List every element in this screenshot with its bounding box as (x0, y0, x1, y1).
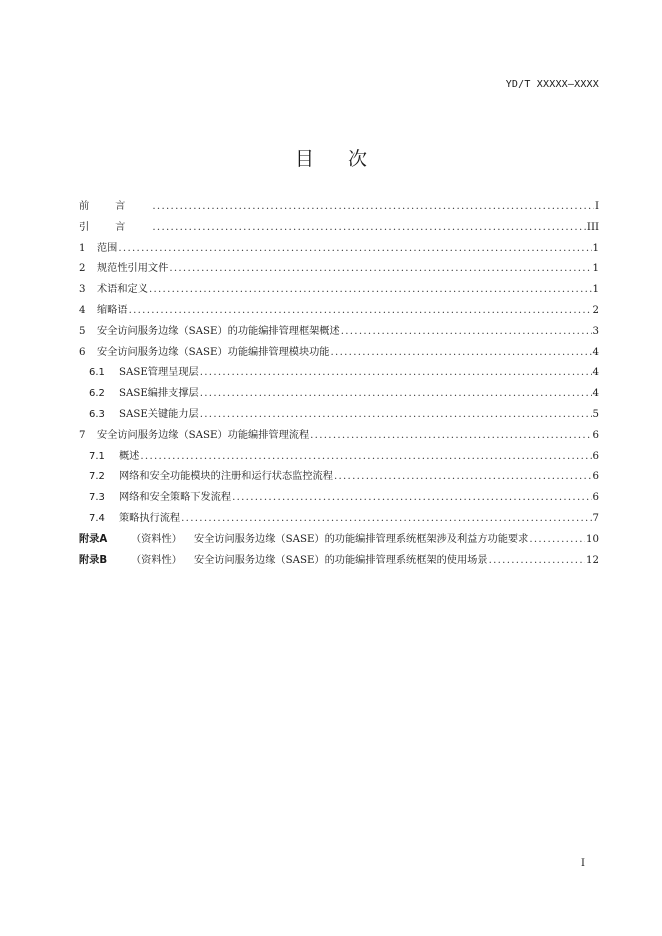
toc-entry-number: 6.2 (89, 388, 105, 400)
toc-entry-page: 4 (592, 367, 599, 379)
toc-entry-7-4[interactable] (79, 509, 599, 530)
toc-entry-label: 安全访问服务边缘（SASE）功能编排管理流程 (97, 429, 310, 441)
toc-dot-leader (341, 326, 592, 337)
toc-dot-leader (200, 409, 592, 420)
toc-entry-label: SASE关键能力层 (119, 408, 199, 420)
toc-entry-label: 安全访问服务边缘（SASE）的功能编排管理框架概述 (97, 325, 340, 337)
toc-entry-label: 安全访问服务边缘（SASE）的功能编排管理系统框架涉及利益方功能要求 (193, 533, 529, 545)
toc-entry-annex-type: （资料性） (131, 554, 182, 566)
toc-entry-label: 安全访问服务边缘（SASE）的功能编排管理系统框架的使用场景 (193, 554, 488, 566)
table-of-contents (79, 197, 599, 571)
toc-entry-label: 规范性引用文件 (97, 263, 169, 275)
toc-dot-leader (232, 492, 591, 503)
toc-entry-number: 6.3 (89, 408, 105, 420)
toc-dot-leader (140, 451, 591, 462)
toc-entry-6-2[interactable] (79, 384, 599, 405)
toc-entry-page: 6 (592, 450, 599, 462)
toc-dot-leader (169, 263, 591, 274)
toc-entry-page: 4 (592, 388, 599, 400)
toc-dot-leader (181, 513, 591, 524)
toc-dot-leader (334, 471, 592, 482)
toc-entry-number: 6.1 (89, 367, 105, 379)
toc-entry-7-2[interactable] (79, 467, 599, 488)
toc-entry-6-1[interactable] (79, 363, 599, 384)
toc-entry-number: 2 (79, 263, 86, 275)
toc-entry-7[interactable] (79, 426, 599, 447)
toc-entry-3[interactable] (79, 280, 599, 301)
toc-entry-page: 1 (592, 284, 599, 296)
toc-dot-leader (152, 201, 594, 212)
toc-entry-label: 概述 (119, 450, 140, 462)
toc-dot-leader (200, 388, 592, 399)
toc-entry-page: 3 (592, 325, 599, 337)
toc-entry-page: 6 (592, 492, 599, 504)
toc-entry-number: 6 (79, 346, 86, 358)
toc-entry-introduction[interactable] (79, 218, 599, 239)
toc-entry-page: 4 (592, 346, 599, 358)
toc-entry-page: 7 (592, 512, 599, 524)
toc-entry-page: 10 (586, 533, 599, 545)
toc-entry-number: 7.3 (89, 492, 105, 504)
toc-entry-page: III (586, 221, 599, 233)
toc-entry-label: 安全访问服务边缘（SASE）功能编排管理模块功能 (97, 346, 330, 358)
toc-entry-number: 7 (79, 429, 86, 441)
toc-entry-number: 7.2 (89, 471, 105, 483)
toc-dot-leader (310, 430, 591, 441)
toc-entry-6[interactable] (79, 343, 599, 364)
toc-entry-2[interactable] (79, 259, 599, 280)
toc-entry-label: 策略执行流程 (119, 512, 181, 524)
toc-entry-number: 1 (79, 242, 86, 254)
toc-entry-number: 4 (79, 304, 86, 316)
toc-entry-number: 附录A (79, 533, 108, 545)
toc-entry-label: 缩略语 (97, 304, 128, 316)
toc-entry-number: 5 (79, 325, 86, 337)
toc-entry-foreword[interactable] (79, 197, 599, 218)
toc-entry-page: 1 (592, 263, 599, 275)
toc-entry-page: 1 (592, 242, 599, 254)
toc-entry-number: 7.1 (89, 450, 105, 462)
toc-entry-4[interactable] (79, 301, 599, 322)
toc-title: 目次 (294, 148, 401, 170)
toc-entry-page: I (594, 201, 599, 212)
toc-entry-6-3[interactable] (79, 405, 599, 426)
toc-entry-annex-b[interactable] (79, 551, 599, 572)
toc-entry-label: 网络和安全策略下发流程 (119, 492, 232, 504)
toc-entry-page: 5 (592, 408, 599, 420)
toc-dot-leader (529, 534, 585, 545)
toc-entry-number: 3 (79, 284, 86, 296)
toc-entry-7-1[interactable] (79, 447, 599, 468)
toc-entry-page: 2 (592, 304, 599, 316)
toc-entry-label: SASE管理呈现层 (119, 367, 199, 379)
toc-entry-label: 术语和定义 (97, 284, 148, 296)
toc-dot-leader (200, 367, 592, 378)
toc-entry-label: 范围 (97, 242, 118, 254)
toc-entry-7-3[interactable] (79, 488, 599, 509)
page-number: I (581, 858, 585, 869)
toc-entry-label: 引言 (79, 221, 152, 233)
toc-dot-leader (129, 305, 592, 316)
toc-entry-label: 前言 (79, 201, 152, 212)
toc-entry-1[interactable] (79, 239, 599, 260)
toc-entry-label: SASE编排支撑层 (119, 388, 199, 400)
toc-entry-page: 6 (592, 429, 599, 441)
toc-entry-page: 6 (592, 471, 599, 483)
toc-entry-number: 7.4 (89, 512, 105, 524)
document-code: YD/T XXXXX—XXXX (505, 79, 599, 90)
toc-dot-leader (118, 243, 591, 254)
toc-entry-label: 网络和安全功能模块的注册和运行状态监控流程 (119, 471, 333, 483)
toc-entry-page: 12 (586, 554, 599, 566)
toc-entry-annex-type: （资料性） (131, 533, 182, 545)
toc-dot-leader (152, 222, 586, 233)
toc-entry-annex-a[interactable] (79, 530, 599, 551)
toc-dot-leader (489, 555, 585, 566)
toc-dot-leader (149, 284, 592, 295)
toc-dot-leader (331, 347, 592, 358)
toc-entry-5[interactable] (79, 322, 599, 343)
toc-entry-number: 附录B (79, 554, 108, 566)
